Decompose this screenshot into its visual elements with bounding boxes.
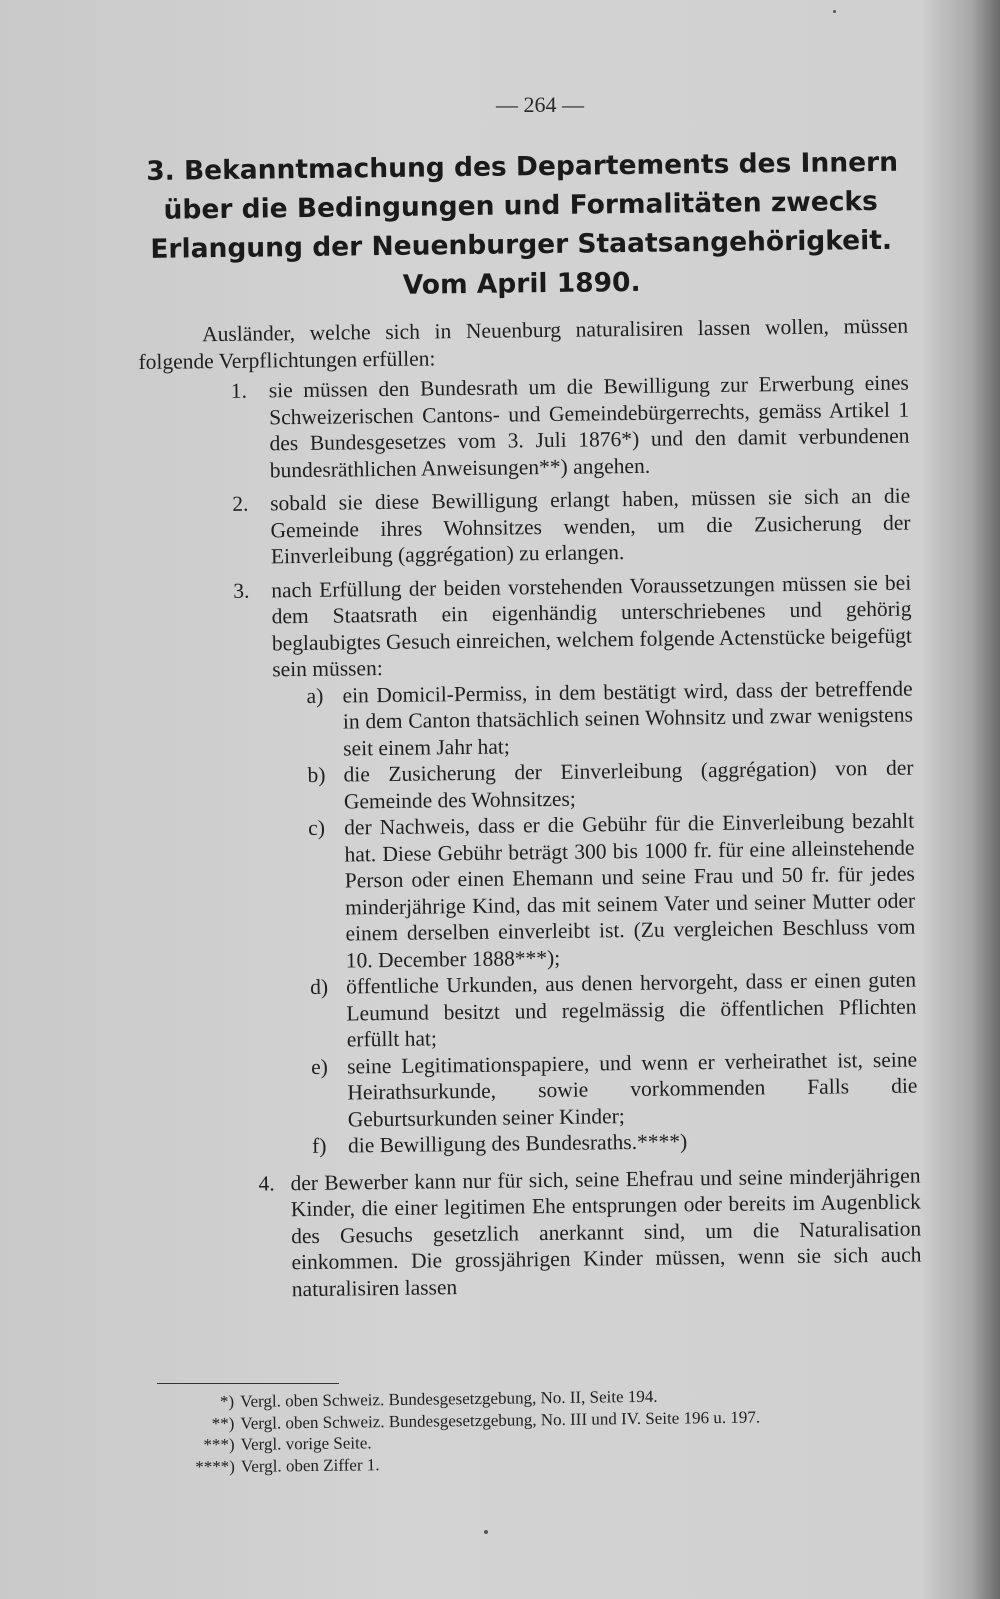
sub-item-b <box>273 755 914 816</box>
sub-item-letter: f) <box>311 1133 327 1158</box>
heading-line-3: Erlangung der Neuenburger Staatsangehörigkeit. <box>150 224 893 265</box>
heading-line-2: über die Bedingungen und Formalitäten zwecks <box>163 185 879 226</box>
item-text: sie müssen den Bundesrath um die Bewilligung zur Erwerbung eines Schweizerischen Cantons- und Gemeindebürgerrechts, gemäss Artikel 1 des Bundesgesetzes vom 3. Juli 1876*) und den damit verbundenen bundesräthlichen Anweisungen**) angehen. <box>268 370 910 482</box>
sub-item-letter: b) <box>307 762 326 787</box>
sub-item-a <box>272 675 913 762</box>
footnote-text: Vergl. vorige Seite. <box>240 1433 372 1454</box>
footnote-mark: ****) <box>195 1456 236 1476</box>
sub-item-c <box>274 808 916 975</box>
list-item-1 <box>139 370 910 485</box>
heading-line-4: Vom April 1890. <box>402 266 641 301</box>
list-item-3 <box>141 569 918 1161</box>
sub-item-text: seine Legitimationspapiere, und wenn er verheirathet ist, seine Heirathsurkunde, sowie vorkommenden Falls die Geburtsurkunden seiner Kinder; <box>346 1047 918 1131</box>
footnote-mark: ***) <box>203 1434 235 1455</box>
footnote-text: Vergl. oben Schweiz. Bundesgesetzgebung, No. III und IV. Seite 196 u. 197. <box>240 1407 761 1433</box>
footnote-mark: **) <box>211 1413 235 1433</box>
sub-item-text: die Zusicherung der Einverleibung (aggrégation) von der Gemeinde des Wohnsitzes; <box>343 755 914 814</box>
paper-speck <box>833 10 836 13</box>
list-item-4 <box>148 1162 922 1304</box>
sub-item-text: ein Domicil-Permiss, in dem bestätigt wird, dass der betreffende in dem Canton thatsächlich seinen Wohnsitz und zwar wenigstens seit einem Jahr hat; <box>342 676 914 761</box>
item-text: nach Erfüllung der beiden vorstehenden Voraussetzungen müssen sie bei dem Staatsrath ein eigenhändig unterschriebenes und gehörig beglaubigtes Gesuch einreichen, welchem folgende Actenstücke beigefügt sein müssen: <box>271 570 913 682</box>
sub-item-letter: a) <box>306 683 324 708</box>
heading-line-1: 3. Bekanntmachung des Departements des Innern <box>146 146 899 187</box>
sub-item-d <box>276 967 917 1054</box>
sub-item-text: die Bewilligung des Bundesraths.****) <box>347 1129 688 1158</box>
footnote-mark: *) <box>219 1391 235 1412</box>
item-number: 3. <box>233 578 250 603</box>
sub-item-text: der Nachweis, dass er die Gebühr für die Einverleibung bezahlt hat. Diese Gebühr beträgt 300 bis 1000 fr. für eine alleinstehende Person oder einen Ehemann und seine Frau und 50 fr. für jedes minderjährige Kind, das mit seinem Vater und seiner Mutter oder einem derselben einverleibt ist. (Zu vergleichen Beschluss vom 10. December 1888***); <box>344 808 916 973</box>
sub-item-letter: d) <box>309 974 329 999</box>
paper-speck <box>484 1530 488 1534</box>
body-text <box>138 312 940 1304</box>
sub-item-letter: c) <box>308 815 326 840</box>
footnote-text: Vergl. oben Ziffer 1. <box>240 1454 380 1476</box>
item-number: 2. <box>232 491 249 516</box>
item-number: 4. <box>258 1170 275 1196</box>
intro-paragraph: Ausländer, welche sich in Neuenburg naturalisiren lassen wollen, müssen folgende Verpflichtungen erfüllen: <box>138 313 909 374</box>
item-text: sobald sie diese Bewilligung erlangt haben, müssen sie sich an die Gemeinde ihres Wohnsitzes wenden, um die Zusicherung der Einverleibung (aggrégation) zu erlangen. <box>270 483 911 569</box>
section-heading <box>140 143 902 308</box>
item-number: 1. <box>230 378 248 403</box>
footnote-text: Vergl. oben Schweiz. Bundesgesetzgebung, No. II, Seite 194. <box>240 1386 658 1411</box>
sub-item-letter: e) <box>310 1054 328 1079</box>
sub-item-e <box>277 1046 918 1133</box>
list-item-2 <box>140 483 911 572</box>
footnotes <box>150 1383 911 1478</box>
footnote-divider <box>157 1383 339 1384</box>
item-text: der Bewerber kann nur für sich, seine Ehefrau und seine minderjährigen Kinder, die einer legitimen Ehe entsprungen oder bereits im Augenblick des Gesuchs gesetzlich anerkannt sind, um die Naturalisation einkommen. Die grossjährigen Kinder müssen, wenn sie sich auch naturalisiren lassen <box>290 1163 922 1301</box>
sub-list <box>272 675 918 1160</box>
page-number: — 264 — <box>496 92 584 117</box>
sub-item-text: öffentliche Urkunden, aus denen hervorgeht, dass er einen guten Leumund besitzt und regelmässig die öffentlichen Pflichten erfüllt hat; <box>345 967 917 1052</box>
